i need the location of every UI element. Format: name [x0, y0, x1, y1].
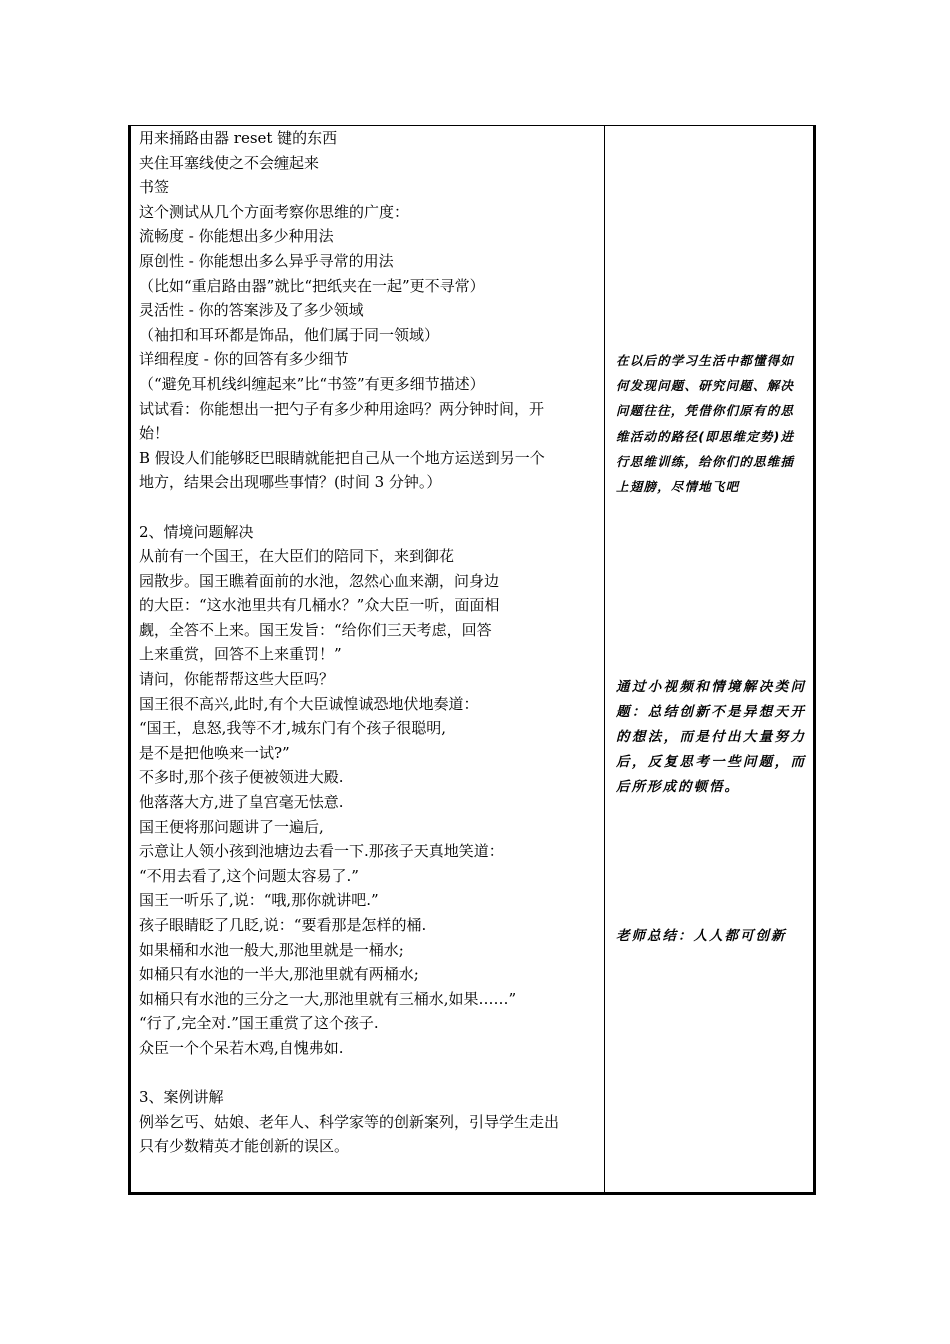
text-line: “行了,完全对.”国王重赏了这个孩子. [139, 1014, 379, 1033]
text-line: 的大臣：“这水池里共有几桶水？”众大臣一听，面面相 [139, 596, 500, 615]
text-line: 不多时,那个孩子便被领进大殿. [139, 768, 344, 787]
text-line: 流畅度 - 你能想出多少种用法 [139, 227, 334, 246]
text-line: 只有少数精英才能创新的误区。 [139, 1137, 350, 1156]
text-line: 国王很不高兴,此时,有个大臣诚惶诚恐地伏地奏道： [139, 694, 479, 713]
design-note-2: 通过小视频和情境解决类问题：总结创新不是异想天开的想法，而是付出大量努力后，反复思考一些问题，而后所形成的顿悟。 [616, 679, 806, 795]
blank-line [139, 1061, 599, 1086]
text-line: 如桶只有水池的一半大,那池里就有两桶水; [139, 965, 419, 984]
text-line: （袖扣和耳环都是饰品，他们属于同一领域） [139, 325, 440, 344]
lesson-content-column [139, 126, 599, 1159]
design-note-3: 老师总结：人人都可创新 [616, 928, 787, 944]
text-line: 用来捅路由器 reset 键的东西 [139, 129, 338, 147]
text-line: 从前有一个国王，在大臣们的陪同下，来到御花 [139, 547, 455, 566]
text-line: 原创性 - 你能想出多么异乎寻常的用法 [139, 251, 394, 270]
column-divider [604, 126, 605, 1192]
text-line: 例举乞丐、姑娘、老年人、科学家等的创新案列，引导学生走出 [139, 1112, 560, 1131]
text-line: 园散步。国王瞧着面前的水池，忽然心血来潮，问身边 [139, 571, 500, 590]
text-line: 觑，全答不上来。国王发旨：“给你们三天考虑，回答 [139, 620, 492, 639]
text-line: 孩子眼睛眨了几眨,说：“要看那是怎样的桶. [139, 916, 427, 934]
text-line: “不用去看了,这个问题太容易了.” [139, 866, 359, 885]
text-line: 3、案例讲解 [139, 1088, 224, 1107]
text-line: 请问，你能帮帮这些大臣吗？ [139, 670, 335, 689]
text-line: B 假设人们能够眨巴眼睛就能把自己从一个地方运送到另一个 [139, 448, 545, 467]
text-line: 国王便将那问题讲了一遍后, [139, 817, 324, 836]
text-line: 如果桶和水池一般大,那池里就是一桶水; [139, 940, 404, 959]
lesson-table [128, 125, 816, 1195]
text-line: 试试看：你能想出一把勺子有多少种用途吗？两分钟时间，开 [139, 399, 545, 418]
text-line: 上来重赏，回答不上来重罚！” [139, 645, 342, 664]
text-line: 灵活性 - 你的答案涉及了多少领域 [139, 301, 364, 320]
text-line: “国王，息怒,我等不才,城东门有个孩子很聪明, [139, 719, 446, 738]
text-line: 书签 [139, 178, 170, 197]
text-line: 是不是把他唤来一试?” [139, 743, 290, 762]
text-line: 夹住耳塞线使之不会缠起来 [139, 153, 320, 172]
text-line: 2、情境问题解决 [139, 522, 254, 541]
design-note-1: 在以后的学习生活中都懂得如何发现问题、研究问题、解决问题往往，凭借你们原有的思维活动的路径(即思维定势)进行思维训练，给你们的思维插上翅膀，尽情地飞吧 [616, 353, 795, 495]
text-line: 地方，结果会出现哪些事情？(时间 3 分钟。） [139, 473, 442, 492]
text-line: 国王一听乐了,说：“哦,那你就讲吧.” [139, 891, 379, 910]
text-line: 如桶只有水池的三分之一大,那池里就有三桶水,如果……” [139, 989, 517, 1008]
text-line: 示意让人领小孩到池塘边去看一下.那孩子天真地笑道： [139, 842, 504, 861]
text-line: 他落落大方,进了皇宫毫无怯意. [139, 793, 344, 812]
text-line: 始！ [139, 424, 170, 443]
text-line: 众臣一个个呆若木鸡,自愧弗如. [139, 1038, 344, 1057]
text-line: 详细程度 - 你的回答有多少细节 [139, 350, 349, 369]
text-line: （“避免耳机线纠缠起来”比“书签”有更多细节描述） [139, 374, 485, 393]
text-line: （比如“重启路由器”就比“把纸夹在一起”更不寻常） [139, 276, 485, 295]
text-line: 这个测试从几个方面考察你思维的广度： [139, 202, 410, 221]
blank-line [139, 495, 599, 520]
